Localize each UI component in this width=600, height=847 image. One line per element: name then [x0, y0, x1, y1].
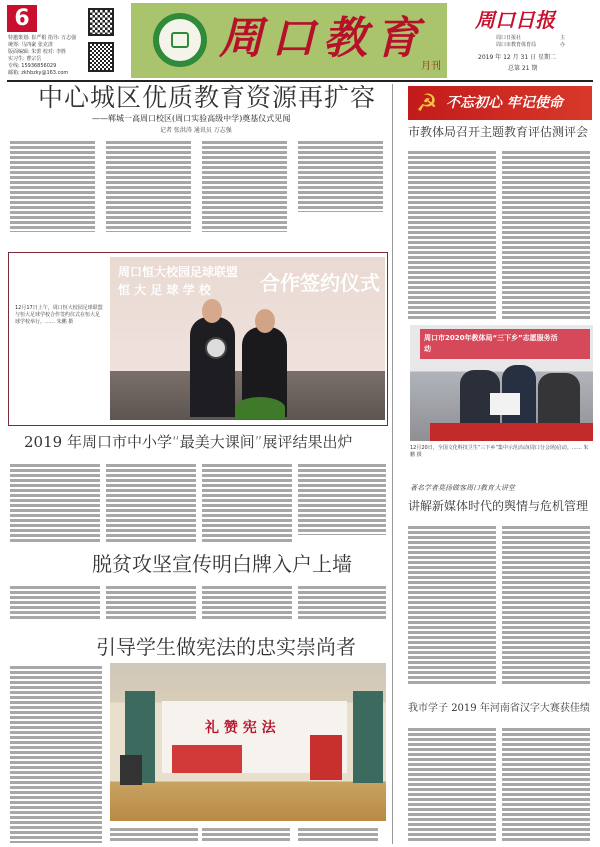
- masthead-rule: [7, 80, 593, 82]
- masthead-subtitle: 月刊: [421, 61, 441, 72]
- right-story1-headline: 市教体局召开主题教育评估测评会: [408, 125, 589, 139]
- story4-body: [10, 665, 102, 843]
- credit-line: 统筹: 马四豪 张克清: [8, 42, 53, 48]
- issue-number: 总第 21 期: [508, 65, 538, 72]
- signing-ceremony-photo: [110, 257, 385, 420]
- issue-date: 2019 年 12 月 31 日 星期二: [478, 54, 556, 61]
- logo-icon: [153, 13, 207, 67]
- podium: [120, 755, 142, 785]
- masthead-title: 周口教育: [219, 13, 427, 64]
- flag: [310, 735, 342, 780]
- lead-byline: 记者 张洪涛 通讯员 万志强: [160, 127, 232, 134]
- column-divider: [392, 84, 393, 844]
- right-story3-headline: [408, 703, 590, 715]
- lead-headline: 中心城区优质教育资源再扩容: [38, 83, 377, 112]
- hammer-sickle-icon: ☭: [416, 89, 438, 117]
- headline-text: 我市学子: [408, 703, 452, 714]
- headline-text: 年河南省汉字大赛获佳绩: [476, 703, 590, 714]
- right-story1-body: [502, 150, 590, 320]
- right-story2-body: [502, 525, 590, 685]
- credit-line: 专线: 15936856029: [8, 63, 57, 69]
- headline-text: 年周口市中小学“最美大课间”展评结果出炉: [62, 433, 353, 451]
- qr-code-icon[interactable]: [88, 42, 114, 72]
- right-story3-body: [408, 727, 496, 843]
- right-photo-caption: 12月20日，全国文化科技卫生“三下乡”集中示范活动(周口分会场)启动。…… 朱鹏 摄: [410, 445, 589, 458]
- story2-body: [106, 463, 196, 543]
- story3-body: [298, 585, 386, 621]
- document: [490, 393, 520, 415]
- right-story2-headline: 讲解新媒体时代的舆情与危机管理: [408, 499, 589, 513]
- headline-year: 2019: [451, 703, 477, 714]
- volunteer-service-photo: [410, 325, 593, 441]
- right-story1-body: [408, 150, 496, 320]
- event-banner-text: 周口市2020年教体局“三下乡”志愿服务活动: [424, 334, 558, 353]
- banner-text: 周口恒大校园足球联盟: [118, 265, 239, 279]
- banner-text: 合作签约仪式: [260, 271, 380, 295]
- story4-headline: 引导学生做宪法的忠实崇尚者: [96, 635, 356, 659]
- credit-line: 邮箱: zkhbzky@163.com: [8, 70, 69, 76]
- person-head: [255, 309, 275, 333]
- qr-code-icon[interactable]: [88, 8, 114, 36]
- trophy-ball: [205, 337, 227, 359]
- credit-line: 版面编辑: 朱蕾 校对: 李胜: [8, 49, 67, 55]
- page-number: 6: [7, 5, 37, 32]
- story4-body: [298, 827, 378, 842]
- story4-body: [110, 827, 198, 842]
- story3-headline: 脱贫攻坚宣传明白牌入户上墙: [92, 552, 352, 576]
- publisher: 周口市教育体育局: [496, 42, 537, 48]
- credit-line: 特邀策划: 崔严根 指导: 万志强: [8, 35, 77, 41]
- flowers: [235, 397, 285, 419]
- person-head: [202, 299, 222, 323]
- banner-text: 恒 大 足 球 学 校: [118, 283, 211, 297]
- story2-body: [298, 463, 386, 535]
- publisher: 周口日报社: [496, 35, 522, 41]
- party-banner-text: 不忘初心 牢记使命: [446, 95, 563, 111]
- curtain: [353, 691, 383, 783]
- credits: [8, 35, 84, 77]
- table: [430, 423, 593, 441]
- story3-body: [202, 585, 292, 621]
- lead-body: [298, 140, 383, 212]
- credit-line: 实习生: 曹宗岳: [8, 56, 42, 62]
- story4-body: [202, 827, 290, 842]
- publisher-role: 主办: [560, 35, 566, 48]
- constitution-event-photo: [110, 663, 386, 821]
- lead-body: [10, 140, 95, 232]
- person: [190, 317, 235, 417]
- story2-body: [202, 463, 292, 543]
- right-story2-body: [408, 525, 496, 685]
- story2-headline: [24, 434, 353, 451]
- photo-caption: 12月17日上午，周口恒大校园足球联盟与恒大足球学校合作签约仪式在恒大足球学校举行。…… 朱鹏 摄: [15, 305, 103, 325]
- lead-subheadline: ——郸城一高周口校区(周口实验高级中学)奠基仪式见闻: [92, 114, 291, 123]
- paper-name: 周口日报: [475, 8, 555, 32]
- lead-body: [202, 140, 287, 232]
- right-kicker: 著名学者莫扬做客周口教育大讲堂: [410, 484, 515, 492]
- party-banner: [408, 86, 592, 120]
- lead-body: [106, 140, 191, 232]
- masthead-banner: [131, 3, 447, 78]
- headline-year: 2019: [24, 433, 63, 451]
- stage-banner-text: 礼 赞 宪 法: [205, 720, 276, 736]
- flag: [172, 745, 242, 773]
- story2-body: [10, 463, 100, 543]
- publishers: [496, 35, 536, 49]
- story3-body: [106, 585, 196, 621]
- right-story3-body: [502, 727, 590, 843]
- story3-body: [10, 585, 100, 621]
